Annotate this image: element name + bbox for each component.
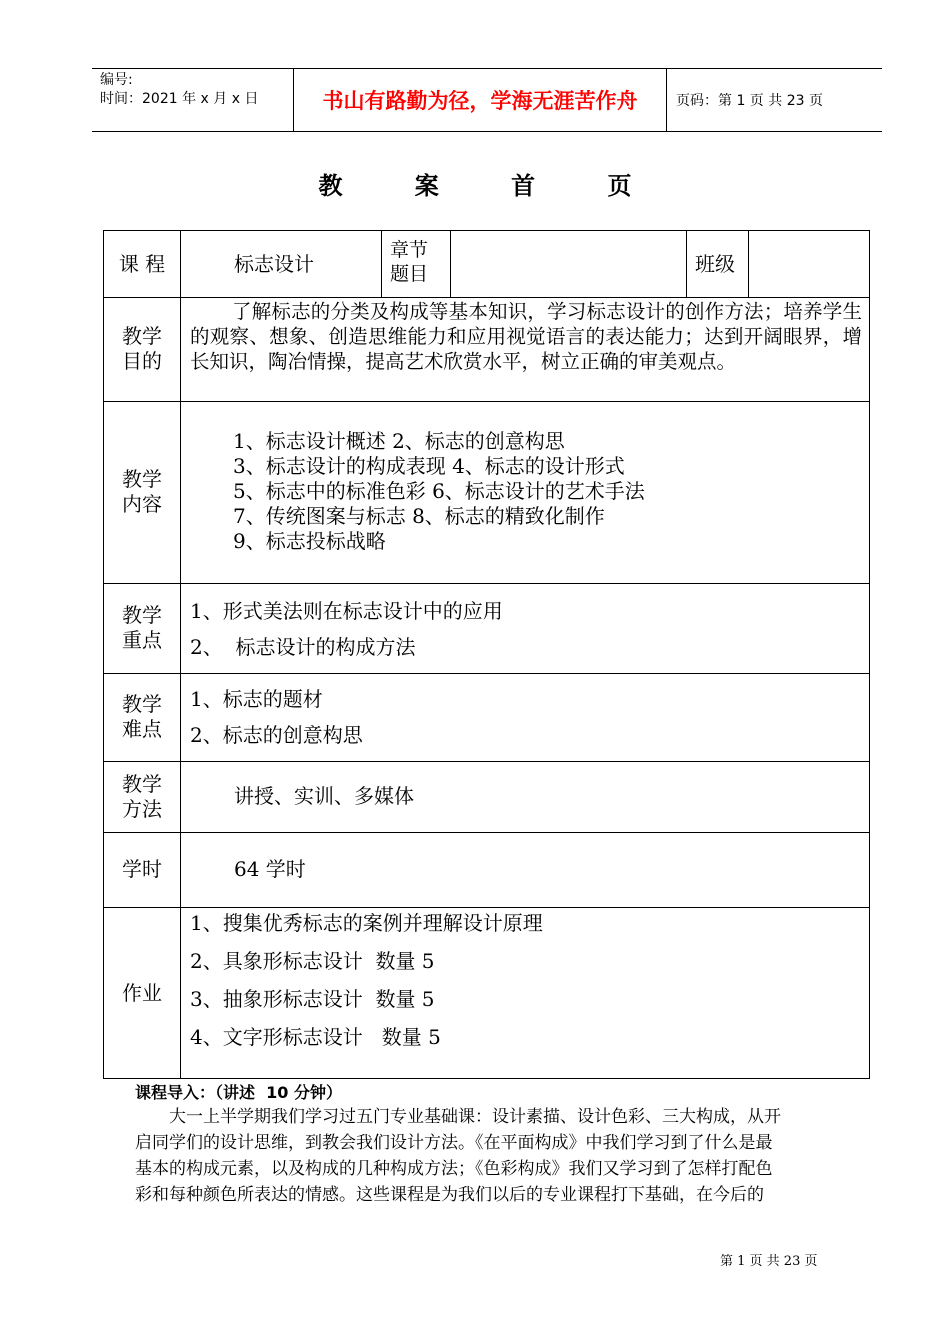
homework-item: 2、具象形标志设计 数量 5 [190, 949, 435, 973]
difficulty-item: 2、标志的创意构思 [190, 723, 363, 747]
lesson-plan-table [103, 230, 870, 1079]
content-item: 1、标志设计概述 2、标志的创意构思 [233, 429, 565, 453]
header-meta [100, 71, 294, 109]
row-divider [104, 673, 869, 674]
content-item: 9、标志投标战略 [233, 529, 386, 553]
col-divider [748, 231, 749, 297]
time-label: 时间：2021 年 x 月 x 日 [100, 91, 259, 107]
number-label: 编号: [100, 72, 133, 88]
intro-line: 基本的构成元素，以及构成的几种构成方法；《色彩构成》我们又学习到了怎样打配色 [135, 1159, 773, 1179]
class-label: 班级 [695, 252, 735, 276]
page-header [92, 68, 882, 132]
chapter-label-line: 题目 [390, 263, 429, 285]
key-item: 1、形式美法则在标志设计中的应用 [190, 599, 503, 623]
objective-label: 教学 目的 [122, 324, 162, 373]
col-divider [381, 231, 382, 297]
key-list [190, 593, 503, 665]
content-item: 7、传统图案与标志 8、标志的精致化制作 [233, 504, 605, 528]
method-label: 教学 方法 [122, 771, 162, 821]
hours-value: 64 学时 [234, 857, 306, 881]
homework-list [190, 904, 543, 1056]
header-page-info: 页码：第 1 页 共 23 页 [676, 93, 823, 109]
content-label: 教学 内容 [122, 467, 162, 516]
row-divider [104, 832, 869, 833]
content-item: 3、标志设计的构成表现 4、标志的设计形式 [233, 454, 625, 478]
difficulty-list [190, 681, 363, 753]
row-divider [104, 583, 869, 584]
method-value: 讲授、实训、多媒体 [234, 784, 414, 808]
hours-label: 学时 [122, 857, 162, 881]
page-footer: 第 1 页 共 23 页 [720, 1254, 818, 1269]
homework-item: 3、抽象形标志设计 数量 5 [190, 987, 435, 1011]
key-item: 2、 标志设计的构成方法 [190, 635, 416, 659]
homework-label: 作业 [122, 980, 162, 1005]
objective-text: 了解标志的分类及构成等基本知识，学习标志设计的创作方法；培养学生的观察、想象、创造思维能力和应用视觉语言的表达能力；达到开阔眼界，增长知识，陶冶情操，提高艺术欣赏水平，树立正确的审美观点。 [190, 300, 862, 373]
chapter-label-line: 章节 [390, 239, 429, 261]
header-divider [666, 69, 667, 131]
row-divider [104, 401, 869, 402]
row-divider [104, 761, 869, 762]
homework-item: 1、搜集优秀标志的案例并理解设计原理 [190, 911, 543, 935]
intro-paragraph [135, 1104, 835, 1208]
intro-line: 大一上半学期我们学习过五门专业基础课：设计素描、设计色彩、三大构成，从开 [169, 1107, 781, 1127]
difficulty-item: 1、标志的题材 [190, 687, 323, 711]
course-value: 标志设计 [234, 252, 314, 276]
doc-title: 教 案 首 页 [318, 172, 664, 200]
chapter-label [390, 238, 428, 286]
header-motto: 书山有路勤为径，学海无涯苦作舟 [322, 89, 638, 113]
col-divider [450, 231, 451, 297]
intro-line: 启同学们的设计思维，到教会我们设计方法。《在平面构成》中我们学习到了什么是最 [135, 1133, 773, 1153]
key-label: 教学 重点 [122, 603, 162, 652]
row-divider [104, 297, 869, 298]
col-divider [686, 231, 687, 297]
homework-item: 4、文字形标志设计 数量 5 [190, 1025, 441, 1049]
col-divider [180, 231, 181, 1079]
content-item: 5、标志中的标准色彩 6、标志设计的艺术手法 [233, 479, 645, 503]
course-label: 课 程 [118, 251, 166, 276]
content-list [233, 429, 645, 554]
intro-heading: 课程导入：（讲述 10 分钟） [135, 1083, 342, 1102]
intro-line: 彩和每种颜色所表达的情感。这些课程是为我们以后的专业课程打下基础，在今后的 [135, 1185, 764, 1205]
difficulty-label: 教学 难点 [122, 692, 162, 741]
